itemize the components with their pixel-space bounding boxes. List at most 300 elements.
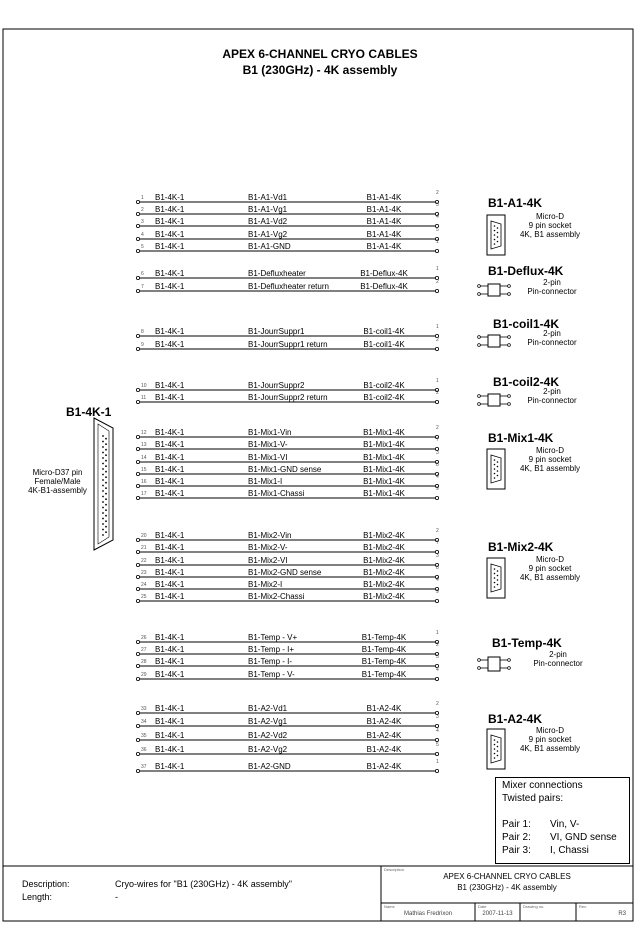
wire-to-connector: B1-Deflux-4K [360, 282, 408, 291]
wire-to-connector: B1-Temp-4K [361, 657, 407, 666]
mixer-pair-value: VI, GND sense [550, 832, 617, 843]
title-block-date: 2007-11-13 [482, 911, 513, 917]
wire-left-pin-number: 13 [141, 442, 147, 448]
main-connector-pin [105, 438, 107, 440]
wire-terminal-left [136, 724, 139, 727]
connector-description: 2-pin [543, 329, 561, 338]
title-block-subtitle: B1 (230GHz) - 4K assembly [457, 883, 557, 892]
wire-to-connector: B1-Mix1-4K [363, 453, 405, 462]
wire-terminal-left [136, 388, 139, 391]
wire-right-pin-number: 2 [436, 337, 439, 343]
dsub-pin [497, 750, 499, 752]
dsub-pin [494, 473, 496, 475]
wire-left-pin-number: 23 [141, 570, 147, 576]
wire-right-pin-number: 3 [436, 450, 439, 456]
wire-to-connector: B1-Mix2-4K [363, 568, 405, 577]
wire-right-pin-number: 2 [436, 701, 439, 707]
wire-signal-name: B1-Defluxheater return [248, 282, 329, 291]
wire-to-connector: B1-A2-4K [366, 762, 402, 771]
main-connector-pin [105, 465, 107, 467]
wire-right-pin-number: 3 [436, 553, 439, 559]
wire-right-pin-number: 5 [436, 742, 439, 748]
wire-from-connector: B1-4K-1 [155, 580, 185, 589]
pin-connector-terminal [478, 336, 481, 339]
main-connector-pin [102, 490, 104, 492]
wire-signal-name: B1-Mix1-Chassi [248, 489, 305, 498]
wire-terminal-right [435, 347, 438, 350]
main-connector-pin [102, 446, 104, 448]
wire-signal-name: B1-Mix2-Chassi [248, 592, 305, 601]
wire-terminal-left [136, 587, 139, 590]
wire-from-connector: B1-4K-1 [155, 465, 185, 474]
wire-left-pin-number: 22 [141, 558, 147, 564]
main-connector-pin [105, 471, 107, 473]
wire-terminal-left [136, 575, 139, 578]
main-connector-name: B1-4K-1 [66, 405, 112, 419]
pin-connector-terminal [508, 395, 511, 398]
wire-left-pin-number: 7 [141, 284, 144, 290]
wire-left-pin-number: 27 [141, 647, 147, 653]
pin-connector-terminal [508, 293, 511, 296]
wire-terminal-right [435, 599, 438, 602]
main-connector-pin [102, 463, 104, 465]
wire-terminal-left [136, 334, 139, 337]
connector-description: 9 pin socket [528, 735, 572, 744]
wire-from-connector: B1-4K-1 [155, 745, 185, 754]
main-connector-pin [102, 485, 104, 487]
wire-to-connector: B1-Mix1-4K [363, 477, 405, 486]
wire-right-pin-number: 8 [436, 565, 439, 571]
wire-terminal-right [435, 496, 438, 499]
wire-signal-name: B1-Defluxheater [248, 269, 306, 278]
wire-to-connector: B1-Mix2-4K [363, 531, 405, 540]
main-connector-pin [102, 496, 104, 498]
wire-to-connector: B1-A2-4K [366, 745, 402, 754]
wire-right-pin-number: 2 [436, 528, 439, 534]
wire-terminal-left [136, 224, 139, 227]
wire-left-pin-number: 25 [141, 594, 147, 600]
wire-left-pin-number: 16 [141, 479, 147, 485]
title-block-title: APEX 6-CHANNEL CRYO CABLES [443, 872, 571, 881]
dsub-shell [491, 455, 501, 483]
connector-description: Micro-D [536, 726, 564, 735]
pin-connector-icon [488, 657, 500, 671]
main-connector-pin [102, 507, 104, 509]
pin-connector-terminal [478, 667, 481, 670]
wire-right-pin-number: 1 [436, 630, 439, 636]
main-connector-pin [102, 529, 104, 531]
wire-signal-name: B1-JourrSuppr1 return [248, 340, 328, 349]
dsub-pin [494, 568, 496, 570]
wire-signal-name: B1-A2-Vg2 [248, 745, 288, 754]
dsub-pin [494, 225, 496, 227]
dsub-connector-icon [487, 449, 505, 489]
main-connector-pin [102, 457, 104, 459]
dsub-pin [497, 579, 499, 581]
connector-description: 2-pin [543, 387, 561, 396]
connector-description: 4K, B1 assembly [519, 573, 581, 582]
wire-signal-name: B1-Mix2-Vin [248, 531, 292, 540]
mixer-pair-label: Pair 3: [502, 845, 531, 856]
wire-from-connector: B1-4K-1 [155, 453, 185, 462]
pin-connector-terminal [508, 667, 511, 670]
main-connector-pin [105, 531, 107, 533]
pin-connector-terminal [478, 659, 481, 662]
main-connector-pin [105, 509, 107, 511]
tb-name-caption: Name [384, 904, 395, 909]
connector-description: 2-pin [549, 650, 567, 659]
wire-left-pin-number: 29 [141, 672, 147, 678]
pin-connector-terminal [478, 293, 481, 296]
wire-signal-name: B1-JourrSuppr1 [248, 327, 305, 336]
wire-from-connector: B1-4K-1 [155, 340, 185, 349]
wire-left-pin-number: 34 [141, 719, 147, 725]
wire-to-connector: B1-A1-4K [366, 230, 402, 239]
wire-right-pin-number: 2 [436, 425, 439, 431]
main-connector-pin [105, 498, 107, 500]
wire-left-pin-number: 36 [141, 747, 147, 753]
wire-terminal-left [136, 200, 139, 203]
wire-signal-name: B1-Mix2-GND sense [248, 568, 322, 577]
title-block-rev: R3 [618, 911, 626, 917]
wire-right-pin-number: 4 [436, 728, 439, 734]
wire-terminal-left [136, 550, 139, 553]
wire-from-connector: B1-4K-1 [155, 428, 185, 437]
mixer-box-title: Mixer connections [502, 780, 583, 791]
wire-to-connector: B1-A1-4K [366, 205, 402, 214]
wire-to-connector: B1-Mix2-4K [363, 580, 405, 589]
dsub-shell [491, 564, 501, 592]
mixer-box-subtitle: Twisted pairs: [502, 793, 564, 804]
wire-signal-name: B1-JourrSuppr2 [248, 381, 305, 390]
wire-to-connector: B1-Mix2-4K [363, 556, 405, 565]
wire-right-pin-number: 5 [436, 227, 439, 233]
wire-from-connector: B1-4K-1 [155, 531, 185, 540]
connector-description: Pin-connector [527, 396, 577, 405]
wire-left-pin-number: 24 [141, 582, 147, 588]
length-label: Length: [22, 892, 53, 902]
main-connector-pin [105, 520, 107, 522]
wire-from-connector: B1-4K-1 [155, 440, 185, 449]
main-connector-pin [105, 476, 107, 478]
dsub-pin [497, 470, 499, 472]
wire-terminal-left [136, 640, 139, 643]
wire-right-pin-number: 8 [436, 462, 439, 468]
wire-terminal-right [435, 249, 438, 252]
main-connector-pin [105, 515, 107, 517]
wire-terminal-left [136, 738, 139, 741]
connector-description: Micro-D [536, 555, 564, 564]
wire-right-pin-number: 9 [436, 589, 439, 595]
wire-terminal-left [136, 711, 139, 714]
wire-right-pin-number: 1 [436, 239, 439, 245]
wire-signal-name: B1-Mix2-V- [248, 543, 288, 552]
wire-left-pin-number: 11 [141, 395, 147, 401]
pin-connector-terminal [508, 659, 511, 662]
wire-right-pin-number: 1 [436, 324, 439, 330]
connector-name: B1-Deflux-4K [488, 264, 564, 278]
wire-signal-name: B1-A1-Vd1 [248, 193, 288, 202]
connector-description: 9 pin socket [528, 221, 572, 230]
main-connector-pin [102, 518, 104, 520]
wire-left-pin-number: 28 [141, 659, 147, 665]
wire-to-connector: B1-Temp-4K [361, 645, 407, 654]
main-connector-pin [105, 493, 107, 495]
pin-connector-terminal [508, 336, 511, 339]
wire-from-connector: B1-4K-1 [155, 670, 185, 679]
wire-terminal-left [136, 347, 139, 350]
main-connector-pin [102, 501, 104, 503]
connector-description: Micro-D [536, 212, 564, 221]
main-connector-pin [105, 443, 107, 445]
wire-from-connector: B1-4K-1 [155, 762, 185, 771]
wire-signal-name: B1-Mix1-VI [248, 453, 288, 462]
main-connector-pin [102, 435, 104, 437]
pin-connector-terminal [478, 344, 481, 347]
dsub-pin [497, 227, 499, 229]
wire-signal-name: B1-A2-Vd1 [248, 704, 288, 713]
mixer-connections-box [495, 777, 630, 864]
wire-from-connector: B1-4K-1 [155, 489, 185, 498]
wire-left-pin-number: 4 [141, 232, 144, 238]
wire-from-connector: B1-4K-1 [155, 717, 185, 726]
wire-signal-name: B1-Mix1-V- [248, 440, 288, 449]
pin-connector-icon [488, 394, 500, 406]
wire-left-pin-number: 5 [141, 244, 144, 250]
page-title: APEX 6-CHANNEL CRYO CABLES [222, 47, 418, 61]
dsub-pin [497, 461, 499, 463]
wire-signal-name: B1-A2-Vd2 [248, 731, 288, 740]
wire-left-pin-number: 9 [141, 342, 144, 348]
wire-to-connector: B1-coil1-4K [363, 340, 405, 349]
connector-description: Pin-connector [533, 659, 583, 668]
wire-from-connector: B1-4K-1 [155, 205, 185, 214]
wire-from-connector: B1-4K-1 [155, 477, 185, 486]
wire-to-connector: B1-Deflux-4K [360, 269, 408, 278]
wire-right-pin-number: 1 [436, 266, 439, 272]
wire-right-pin-number: 4 [436, 474, 439, 480]
main-connector-pin [102, 474, 104, 476]
main-connector-pin [105, 460, 107, 462]
wire-signal-name: B1-Mix1-I [248, 477, 283, 486]
wire-terminal-left [136, 237, 139, 240]
wire-terminal-left [136, 538, 139, 541]
wire-to-connector: B1-A2-4K [366, 717, 402, 726]
wire-right-pin-number: 3 [436, 714, 439, 720]
dsub-pin [494, 582, 496, 584]
wire-left-pin-number: 35 [141, 733, 147, 739]
wire-right-pin-number: 7 [436, 437, 439, 443]
wire-right-pin-number: 1 [436, 378, 439, 384]
dsub-pin [494, 234, 496, 236]
wire-terminal-right [435, 677, 438, 680]
wire-left-pin-number: 15 [141, 467, 147, 473]
dsub-pin [494, 757, 496, 759]
wire-signal-name: B1-A1-GND [248, 242, 291, 251]
dsub-pin [494, 748, 496, 750]
wire-signal-name: B1-A1-Vg1 [248, 205, 288, 214]
connector-name: B1-Mix1-4K [488, 431, 554, 445]
wire-left-pin-number: 37 [141, 764, 147, 770]
connector-description: 4K, B1 assembly [519, 230, 581, 239]
main-connector-pin [105, 526, 107, 528]
tb-date-caption: Date [478, 904, 487, 909]
wire-signal-name: B1-Mix2-I [248, 580, 283, 589]
wire-to-connector: B1-A2-4K [366, 731, 402, 740]
wire-to-connector: B1-Mix1-4K [363, 428, 405, 437]
tb-drawing-caption: Drawing no. [523, 904, 545, 909]
wire-signal-name: B1-A2-GND [248, 762, 291, 771]
dsub-shell [491, 221, 501, 249]
dsub-pin [494, 753, 496, 755]
wire-from-connector: B1-4K-1 [155, 568, 185, 577]
wire-right-pin-number: 9 [436, 486, 439, 492]
wire-from-connector: B1-4K-1 [155, 633, 185, 642]
wire-right-pin-number: 2 [436, 642, 439, 648]
dsub-pin [494, 744, 496, 746]
wire-signal-name: B1-Temp - I- [248, 657, 293, 666]
wire-terminal-left [136, 769, 139, 772]
wire-terminal-left [136, 652, 139, 655]
tb-description-caption: Description [384, 867, 405, 872]
dsub-pin [497, 584, 499, 586]
pin-connector-terminal [508, 285, 511, 288]
wire-left-pin-number: 10 [141, 383, 147, 389]
wire-left-pin-number: 17 [141, 491, 147, 497]
tb-rev-caption: Rev. [579, 904, 587, 909]
main-connector-pin [102, 534, 104, 536]
wire-left-pin-number: 8 [141, 329, 144, 335]
wire-from-connector: B1-4K-1 [155, 282, 185, 291]
wire-to-connector: B1-coil2-4K [363, 393, 405, 402]
main-connector-pin [102, 512, 104, 514]
wire-left-pin-number: 6 [141, 271, 144, 277]
wire-terminal-left [136, 289, 139, 292]
wire-to-connector: B1-A1-4K [366, 193, 402, 202]
wire-to-connector: B1-coil1-4K [363, 327, 405, 336]
wire-terminal-right [435, 289, 438, 292]
wire-from-connector: B1-4K-1 [155, 592, 185, 601]
wire-signal-name: B1-Mix1-GND sense [248, 465, 322, 474]
wire-from-connector: B1-4K-1 [155, 645, 185, 654]
pin-connector-icon [488, 335, 500, 347]
wire-terminal-left [136, 276, 139, 279]
mixer-pair-label: Pair 1: [502, 819, 531, 830]
wire-terminal-left [136, 752, 139, 755]
wire-signal-name: B1-A2-Vg1 [248, 717, 288, 726]
main-connector-pin [105, 449, 107, 451]
main-connector-pin [102, 441, 104, 443]
dsub-pin [494, 739, 496, 741]
wire-left-pin-number: 20 [141, 533, 147, 539]
main-connector-pin [105, 504, 107, 506]
main-connector-pin [102, 479, 104, 481]
connector-name: B1-A1-4K [488, 196, 543, 210]
wire-right-pin-number: 4 [436, 577, 439, 583]
connector-description: 4K, B1 assembly [519, 464, 581, 473]
wire-left-pin-number: 3 [141, 219, 144, 225]
wire-signal-name: B1-Temp - V+ [248, 633, 298, 642]
wire-from-connector: B1-4K-1 [155, 731, 185, 740]
wire-terminal-right [435, 752, 438, 755]
dsub-pin [497, 475, 499, 477]
wire-from-connector: B1-4K-1 [155, 556, 185, 565]
pin-connector-terminal [478, 395, 481, 398]
dsub-pin [494, 468, 496, 470]
dsub-pin [494, 459, 496, 461]
wire-terminal-left [136, 563, 139, 566]
dsub-pin [497, 466, 499, 468]
mixer-pair-value: Vin, V- [550, 819, 580, 830]
length-value: - [115, 892, 118, 902]
dsub-pin [497, 575, 499, 577]
pin-connector-terminal [508, 403, 511, 406]
connector-name: B1-coil2-4K [493, 375, 560, 389]
wire-right-pin-number: 4 [436, 667, 439, 673]
wire-left-pin-number: 1 [141, 195, 144, 201]
wire-right-pin-number: 7 [436, 540, 439, 546]
wire-to-connector: B1-Mix2-4K [363, 543, 405, 552]
wire-signal-name: B1-Mix2-VI [248, 556, 288, 565]
dsub-pin [497, 746, 499, 748]
wire-terminal-left [136, 212, 139, 215]
mixer-pair-label: Pair 2: [502, 832, 531, 843]
wire-terminal-left [136, 664, 139, 667]
wire-from-connector: B1-4K-1 [155, 543, 185, 552]
dsub-pin [494, 230, 496, 232]
connector-name: B1-coil1-4K [493, 317, 560, 331]
dsub-pin [497, 232, 499, 234]
wire-terminal-left [136, 400, 139, 403]
dsub-pin [497, 755, 499, 757]
wire-to-connector: B1-A2-4K [366, 704, 402, 713]
connector-description: 4K, B1 assembly [519, 744, 581, 753]
wire-to-connector: B1-Temp-4K [361, 633, 407, 642]
wire-from-connector: B1-4K-1 [155, 230, 185, 239]
wire-left-pin-number: 33 [141, 706, 147, 712]
dsub-shell [491, 735, 501, 763]
wire-to-connector: B1-A1-4K [366, 242, 402, 251]
main-connector-pin [105, 454, 107, 456]
dsub-connector-icon [487, 215, 505, 255]
mixer-pair-value: I, Chassi [550, 845, 589, 856]
dsub-pin [497, 236, 499, 238]
wire-from-connector: B1-4K-1 [155, 393, 185, 402]
pin-connector-terminal [478, 403, 481, 406]
wire-to-connector: B1-Mix2-4K [363, 592, 405, 601]
wire-terminal-left [136, 447, 139, 450]
wire-terminal-left [136, 677, 139, 680]
dsub-pin [494, 243, 496, 245]
page-subtitle: B1 (230GHz) - 4K assembly [242, 63, 398, 77]
wire-terminal-left [136, 249, 139, 252]
dsub-pin [494, 586, 496, 588]
connector-name: B1-A2-4K [488, 712, 543, 726]
dsub-pin [497, 741, 499, 743]
dsub-pin [494, 577, 496, 579]
wire-signal-name: B1-Temp - I+ [248, 645, 295, 654]
description-label: Description: [22, 879, 70, 889]
wire-terminal-left [136, 460, 139, 463]
wire-from-connector: B1-4K-1 [155, 657, 185, 666]
main-connector-pin [105, 482, 107, 484]
wire-terminal-left [136, 472, 139, 475]
wire-signal-name: B1-Temp - V- [248, 670, 295, 679]
wire-right-pin-number: 4 [436, 214, 439, 220]
connector-name: B1-Temp-4K [492, 636, 562, 650]
wire-to-connector: B1-Temp-4K [361, 670, 407, 679]
wire-signal-name: B1-A1-Vg2 [248, 230, 288, 239]
